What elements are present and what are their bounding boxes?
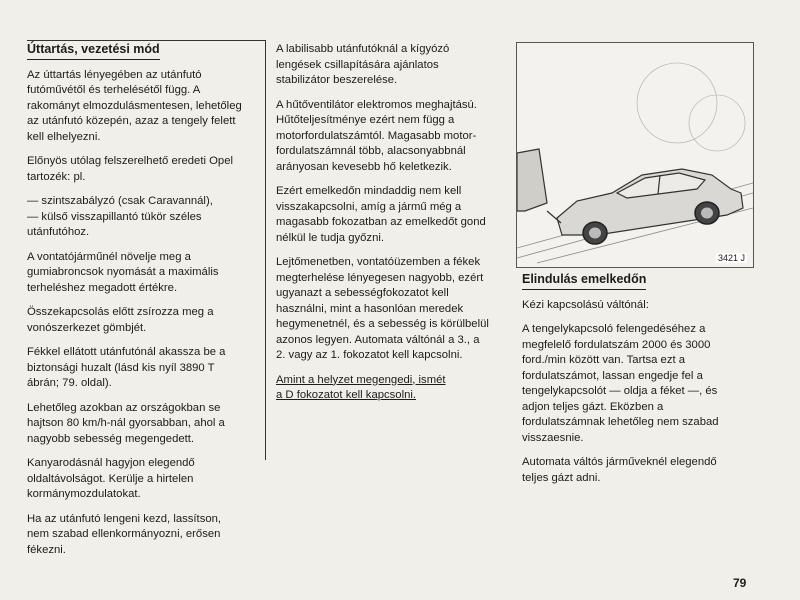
text-line: terheléshez megadott értékre. [27, 281, 178, 294]
underlined-note [276, 373, 508, 404]
text-line: visszakapcsolni, amíg a jármű még a [276, 200, 462, 213]
paragraph [276, 184, 508, 246]
text-line: A tengelykapcsoló felengedéséhez a [522, 323, 706, 335]
text-line: Az úttartás lényegében az utánfutó [27, 68, 202, 81]
text-line: Ha az utánfutó lengeni kezd, lassítson, [27, 512, 222, 525]
paragraph [276, 255, 508, 364]
page-number: 79 [733, 576, 747, 590]
text-line: nem szabad ellenkormányozni, erősen [27, 528, 221, 540]
text-line: A hűtőventilátor elektromos meghajtású. [276, 98, 477, 111]
text-line: fordulatszámnál több, alacsonyabbnál [276, 145, 466, 157]
figure-car-towing-trailer [516, 42, 754, 268]
column-right [522, 272, 747, 495]
text-line: hajtson 80 km/h-nál gyorsabban, ahol a [27, 417, 225, 429]
text-line: ford./min között van. Tartsa ezt a [522, 354, 686, 366]
text-line: A vontatójárműnél növelje meg a [27, 250, 191, 263]
text-line: Összekapcsolás előtt zsírozza meg a [27, 306, 214, 318]
text-line: Hűtőteljesítménye ezért nem függ a [276, 114, 455, 126]
column-middle-body [276, 42, 508, 364]
paragraph [522, 322, 747, 446]
text-line: magasabb fokozatban az emelkedőt gond [276, 216, 486, 228]
column-left [27, 42, 255, 567]
text-line: használni, mint a hasonlóan meredek [276, 302, 464, 315]
column-divider-left [265, 40, 266, 460]
text-line: — külső visszapillantó tükör széles [27, 210, 202, 223]
underlined-line: Amint a helyzet megengedi, ismét [276, 373, 446, 386]
section-heading-road-holding: Úttartás, vezetési mód [27, 42, 160, 60]
text-line: 2. vagy az 1. fokozatot kell kapcsolni. [276, 349, 463, 361]
paragraph [27, 68, 255, 146]
text-line: Lejtőmenetben, vontatóüzemben a fékek [276, 256, 481, 268]
column-left-body [27, 68, 255, 559]
text-line: kormánymozdulatokat. [27, 488, 141, 500]
text-line: Fékkel ellátott utánfutónál akassza be a [27, 346, 226, 358]
text-line: tartozék: pl. [27, 170, 86, 183]
paragraph [522, 455, 747, 486]
text-line: fékezni. [27, 543, 66, 556]
text-line: nagyobb sebesség megengedett. [27, 432, 195, 445]
text-line: vonószerkezet gömbjét. [27, 321, 147, 334]
text-line: biztonsági huzalt (lásd kis nyíl 3890 T [27, 361, 215, 374]
text-line: megterhelése lényegesen nagyobb, ezért [276, 271, 484, 284]
text-line: futóművétől és terhelésétől függ. A [27, 84, 201, 96]
text-line: utánfutóhoz. [27, 226, 90, 238]
column-middle [276, 42, 508, 404]
text-line: azonos legyen. Automata váltónál a 3., a [276, 333, 480, 346]
car-trailer-illustration [517, 43, 753, 267]
text-line: fordulatszámnak lehetőleg nem szabad [522, 416, 719, 428]
paragraph [27, 401, 255, 448]
paragraph [27, 512, 255, 559]
text-line: oldaltávolságot. Kerülje a hirtelen [27, 472, 194, 485]
text-line: hegymenetnél, és a sebesség is körülbelül [276, 318, 489, 330]
text-line: megfelelő fordulatszám 2000 és 3000 [522, 338, 711, 351]
paragraph [276, 42, 508, 89]
text-line: kell elhelyezni. [27, 130, 101, 143]
text-line: arányosan kevesebb hő keletkezik. [276, 160, 452, 173]
paragraph [27, 345, 255, 392]
text-line: Előnyös utólag felszerelhető eredeti Opel [27, 155, 233, 167]
text-line: A labilisabb utánfutóknál a kígyózó [276, 43, 450, 55]
text-line: fordulatszámot, lassan engedje fel a [522, 369, 703, 382]
text-line: ugyanazt a sebességfokozatot kell [276, 287, 449, 299]
text-line: Automata váltós járműveknél elegendő [522, 456, 717, 468]
text-line: Lehetőleg azokban az országokban se [27, 401, 221, 414]
text-line: adjon teljes gázt. Eközben a [522, 400, 664, 413]
text-line: Kézi kapcsolású váltónál: [522, 298, 649, 311]
paragraph [27, 456, 255, 503]
text-line: gumiabroncsok nyomását a maximális [27, 266, 219, 278]
text-line: Ezért emelkedőn mindaddig nem kell [276, 185, 462, 197]
section-heading-hill-start: Elindulás emelkedőn [522, 272, 646, 290]
paragraph [27, 250, 255, 297]
text-line: Kanyarodásnál hagyjon elegendő [27, 457, 195, 469]
text-line: az utánfutó közepén, azaz a tengely felett [27, 115, 236, 127]
text-line: stabilizátor beszerelése. [276, 74, 398, 86]
paragraph [522, 298, 747, 314]
paragraph [27, 154, 255, 185]
paragraph [276, 98, 508, 176]
paragraph [27, 305, 255, 336]
figure-label: 3421 J [717, 253, 745, 263]
column-right-body [522, 298, 747, 487]
text-line: nélkül le tudja győzni. [276, 231, 385, 244]
text-line: tengelykapcsolót — oldja a féket —, és [522, 385, 718, 397]
column-left-top-rule [27, 40, 265, 41]
text-line: visszaesnie. [522, 431, 584, 444]
text-line: lengések csillapítására ajánlatos [276, 58, 439, 71]
text-line: motorfordulatszámtól. Magasabb motor- [276, 129, 477, 142]
text-line: ábrán; 79. oldal). [27, 377, 112, 389]
text-line: rakományt elmozdulásmentesen, lehetőleg [27, 99, 242, 112]
text-line: teljes gázt adni. [522, 471, 601, 484]
text-line: — szintszabályzó (csak Caravannál), [27, 195, 213, 207]
paragraph [27, 194, 255, 241]
underlined-line: a D fokozatot kell kapcsolni. [276, 389, 417, 401]
